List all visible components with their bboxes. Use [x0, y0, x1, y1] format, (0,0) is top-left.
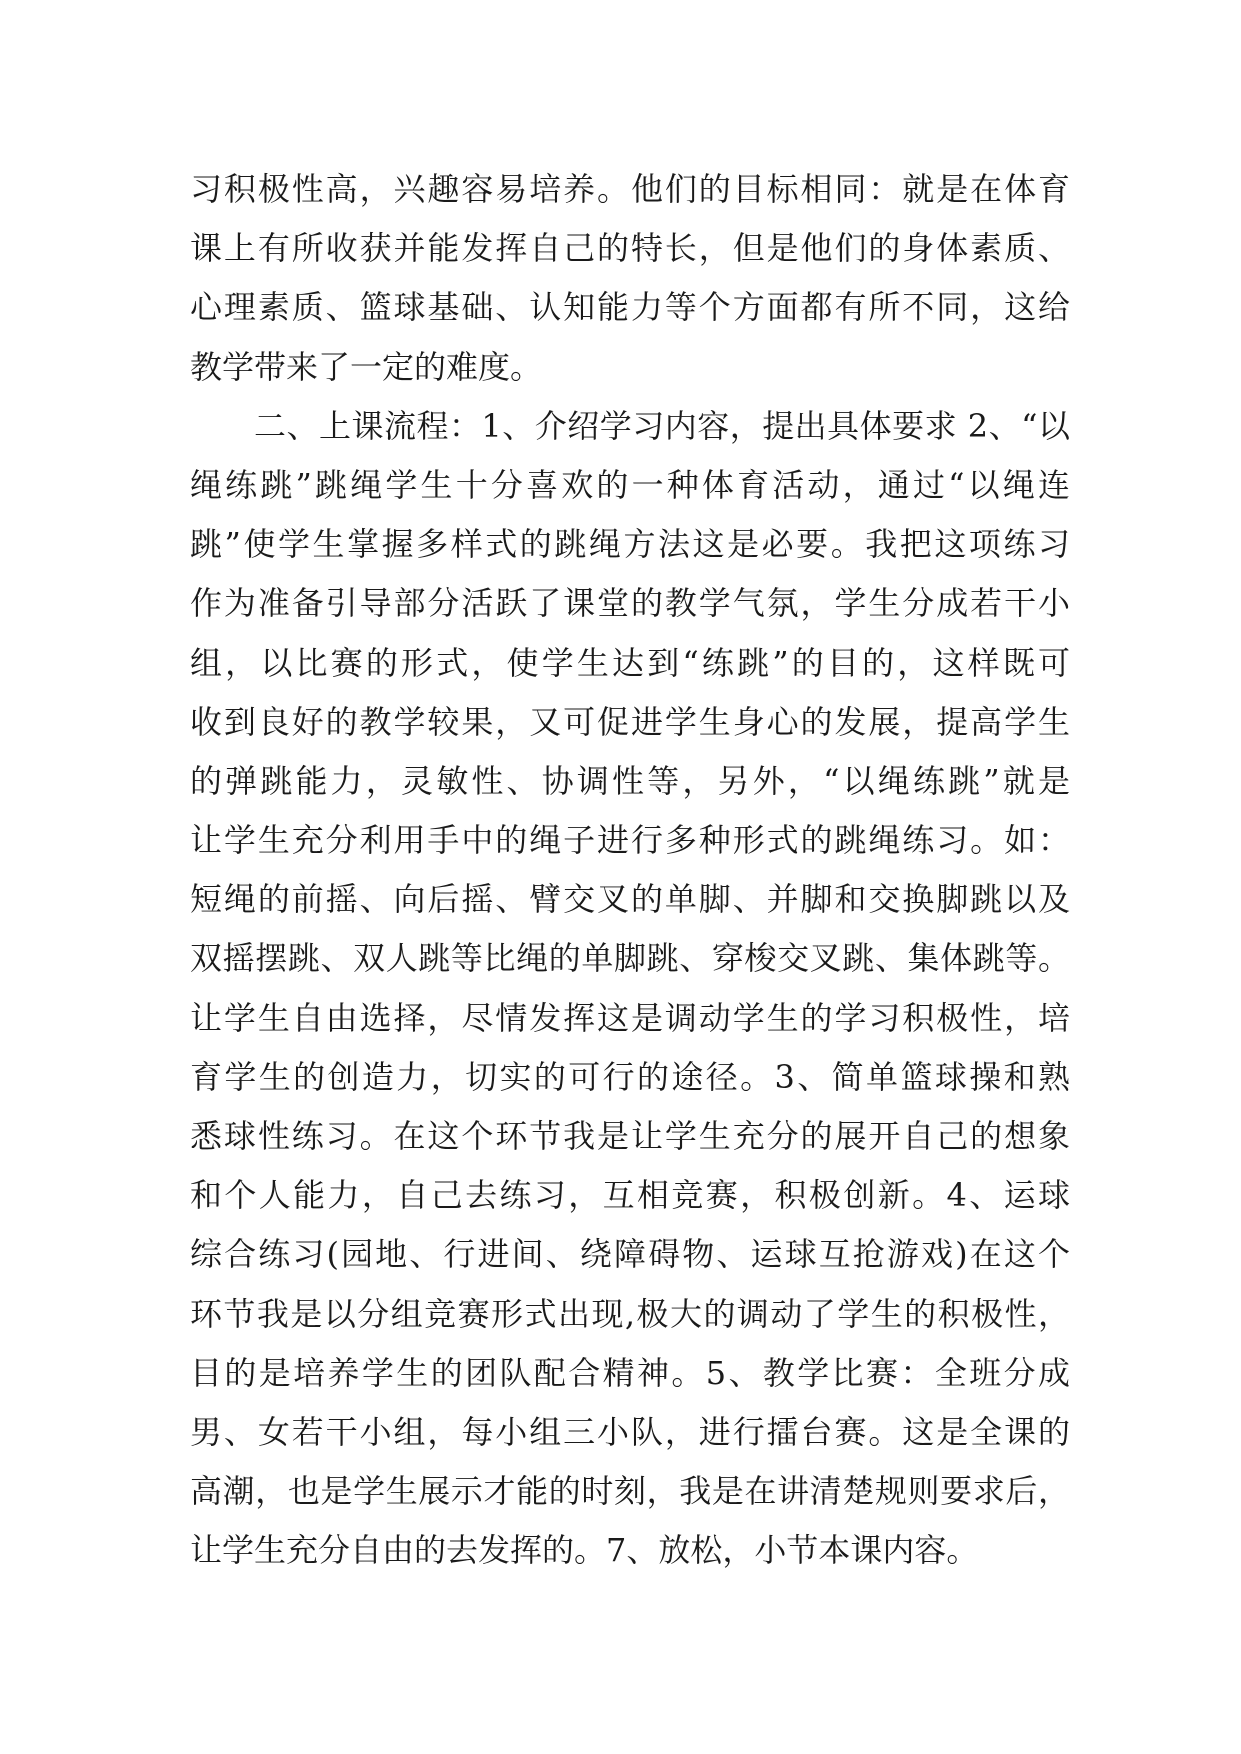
text-line: 习积极性高，兴趣容易培养。他们的目标相同：就是在体育 — [190, 170, 1070, 208]
text-line: 收到良好的教学较果，又可促进学生身心的发展，提高学生 — [190, 702, 1070, 741]
text-line: 的弹跳能力，灵敏性、协调性等，另外，“以绳练跳”就是 — [190, 761, 1070, 800]
text-line: 育学生的创造力，切实的可行的途径。3、简单篮球操和熟 — [190, 1057, 1070, 1096]
text-line: 课上有所收获并能发挥自己的特长，但是他们的身体素质、 — [190, 229, 1070, 268]
text-line: 让学生自由选择，尽情发挥这是调动学生的学习积极性，培 — [190, 998, 1070, 1037]
text-line: 短绳的前摇、向后摇、臂交叉的单脚、并脚和交换脚跳以及 — [190, 880, 1070, 919]
text-line: 和个人能力，自己去练习，互相竞赛，积极创新。4、运球 — [190, 1176, 1070, 1215]
text-line: 教学带来了一定的难度。 — [190, 347, 543, 386]
text-line: 作为准备引导部分活跃了课堂的教学气氛，学生分成若干小 — [190, 584, 1070, 623]
text-line: 心理素质、篮球基础、认知能力等个方面都有所不同，这给 — [190, 288, 1070, 327]
text-line: 让学生充分自由的去发挥的。7、放松，小节本课内容。 — [190, 1531, 979, 1570]
text-line: 二、上课流程：1、介绍学习内容，提出具体要求 2、“以 — [254, 406, 1070, 445]
text-line: 综合练习(园地、行进间、绕障碍物、运球互抢游戏)在这个 — [190, 1235, 1070, 1274]
text-line: 绳练跳”跳绳学生十分喜欢的一种体育活动，通过“以绳连 — [190, 465, 1070, 504]
text-line: 男、女若干小组，每小组三小队，进行擂台赛。这是全课的 — [190, 1412, 1070, 1451]
text-line: 组，以比赛的形式，使学生达到“练跳”的目的，这样既可 — [190, 643, 1070, 682]
text-line: 跳”使学生掌握多样式的跳绳方法这是必要。我把这项练习 — [190, 525, 1070, 564]
text-line: 环节我是以分组竞赛形式出现,极大的调动了学生的积极性， — [190, 1294, 1070, 1333]
text-line: 悉球性练习。在这个环节我是让学生充分的展开自己的想象 — [190, 1117, 1070, 1155]
text-line: 高潮，也是学生展示才能的时刻，我是在讲清楚规则要求后， — [190, 1472, 1070, 1511]
text-line: 目的是培养学生的团队配合精神。5、教学比赛：全班分成 — [190, 1353, 1070, 1392]
text-line: 双摇摆跳、双人跳等比绳的单脚跳、穿梭交叉跳、集体跳等。 — [190, 939, 1070, 978]
text-line: 让学生充分利用手中的绳子进行多种形式的跳绳练习。如： — [190, 821, 1070, 860]
body-text — [190, 160, 1070, 1581]
